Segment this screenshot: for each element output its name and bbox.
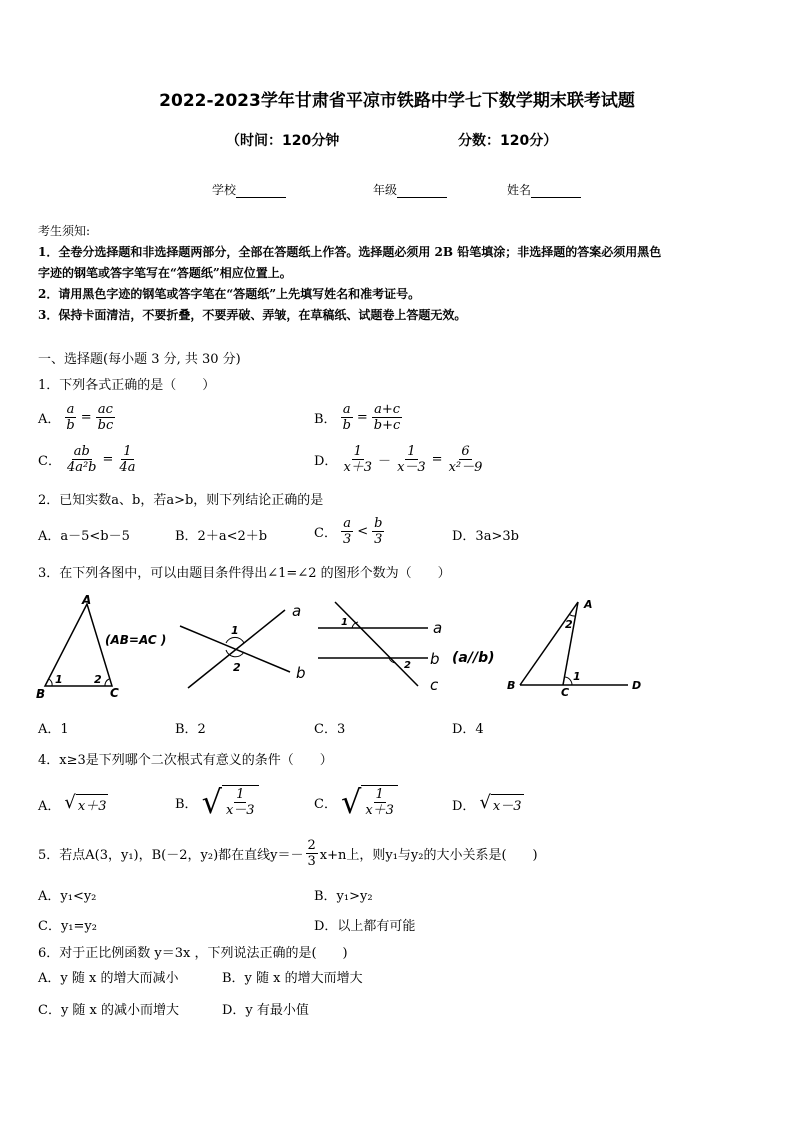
fraction: $\frac{1}{4a}$ [119, 444, 136, 475]
q3-option-a[interactable]: A．1 [38, 722, 69, 737]
fig2-angle-2: 2 [233, 661, 241, 674]
school-blank[interactable] [236, 185, 286, 198]
fig4-angle-2: 2 [565, 618, 573, 631]
page-title: 2022-2023学年甘肃省平凉市铁路中学七下数学期末联考试题 [159, 91, 635, 111]
q1-option-b[interactable]: B． $\frac{a}{b}$ = $\frac{a+c}{b+c}$ [314, 402, 401, 433]
fraction: $\frac{a+c}{b+c}$ [373, 402, 401, 433]
fraction: $\frac{ac}{bc}$ [97, 402, 114, 433]
score-label: 分数：120分） [458, 133, 558, 149]
q4-stem: 4．x≥3是下列哪个二次根式有意义的条件（ ） [38, 753, 333, 768]
q6-option-c[interactable]: C．y 随 x 的减小而增大 [38, 1003, 180, 1018]
q1-option-d[interactable]: D． $\frac{1}{x+3}$ － $\frac{1}{x-3}$ = $\frac{6}{\text{x²－9}}$ [314, 444, 483, 475]
sqrt-expression: √ $\frac{1}{x-3}$ [202, 785, 259, 819]
fig2-label-a: a [292, 602, 302, 620]
fig1-label-b: B [36, 687, 46, 701]
notice-line-2: 2．请用黑色字迹的钢笔或答字笔在“答题纸”上先填写姓名和准考证号。 [38, 287, 421, 301]
q2-option-b[interactable]: B．2＋a<2＋b [175, 529, 268, 544]
q2-stem: 2．已知实数a、b，若a>b，则下列结论正确的是 [38, 493, 324, 508]
fraction: $\frac{ab}{\text{4a²b}}$ [66, 444, 97, 475]
q6-stem: 6．对于正比例函数 y＝3x ，下列说法正确的是( ) [38, 946, 348, 961]
fraction: $\frac{1}{x+3}$ [343, 444, 373, 475]
notice-line-1a: 1．全卷分选择题和非选择题两部分，全部在答题纸上作答。选择题必须用 2B 铅笔填涂；非选择题的答案必须用黑色 [38, 245, 662, 259]
notice-line-3: 3．保持卡面清洁，不要折叠，不要弄破、弄皱，在草稿纸、试题卷上答题无效。 [38, 308, 467, 322]
figure-1-triangle [36, 593, 166, 701]
school-field [212, 181, 286, 198]
sqrt-expression: √ x－3 [479, 792, 522, 814]
q5-option-d[interactable]: D．以上都有可能 [314, 919, 416, 934]
fig1-angle-2: 2 [94, 673, 102, 686]
fraction: $\frac{6}{\text{x²－9}}$ [448, 444, 483, 475]
q3-option-b[interactable]: B．2 [175, 722, 206, 737]
figure-3-parallel-lines [318, 602, 495, 694]
fig4-label-a: A [584, 598, 593, 611]
q4-option-b[interactable]: B． √ $\frac{1}{x-3}$ [175, 785, 259, 819]
q3-stem: 3．在下列各图中，可以由题目条件得出∠1=∠2 的图形个数为（ ） [38, 566, 451, 581]
figure-2-intersecting-lines [180, 602, 306, 688]
fig1-label-c: C [110, 686, 119, 700]
fraction: $\frac{a}{3}$ [342, 516, 352, 547]
name-field [507, 181, 581, 198]
grade-field [373, 181, 447, 198]
q2-option-d[interactable]: D．3a>3b [452, 529, 519, 544]
q1-option-c[interactable]: C． $\frac{ab}{\text{4a²b}}$ = $\frac{1}{4a}$ [38, 444, 136, 475]
q4-option-d[interactable]: D． √ x－3 [452, 792, 522, 814]
q5-option-b[interactable]: B．y₁>y₂ [314, 889, 373, 904]
q4-option-c[interactable]: C． √ $\frac{1}{x+3}$ [314, 785, 398, 819]
q4-option-a[interactable]: A． √ x＋3 [38, 792, 107, 814]
fraction: $\frac{a}{b}$ [66, 402, 75, 433]
q2-option-a[interactable]: A．a－5<b－5 [38, 529, 130, 544]
fig3-label-c: c [430, 676, 439, 694]
name-blank[interactable] [531, 185, 581, 198]
exam-notice [38, 221, 758, 326]
fig3-angle-2: 2 [404, 660, 411, 671]
fraction: $\frac{1}{x-3}$ [397, 444, 426, 475]
time-label: （时间：120分钟 [226, 133, 340, 149]
name-label: 姓名 [507, 183, 532, 197]
q1-option-a[interactable]: A． $\frac{a}{b}$ = $\frac{ac}{bc}$ [38, 402, 114, 433]
section-heading: 一、选择题(每小题 3 分, 共 30 分) [38, 352, 241, 367]
fraction: $\frac{a}{b}$ [342, 402, 351, 433]
fig1-angle-1: 1 [55, 673, 63, 686]
fig2-label-b: b [296, 664, 306, 682]
q6-option-a[interactable]: A．y 随 x 的增大而减小 [38, 971, 179, 986]
fig1-condition: (AB=AC ) [105, 633, 167, 647]
q1-stem: 1．下列各式正确的是（ ） [38, 378, 216, 393]
fig4-angle-1: 1 [573, 670, 581, 683]
notice-heading: 考生须知: [38, 224, 91, 238]
fig3-label-b: b [430, 650, 440, 668]
notice-line-1b: 字迹的钢笔或答字笔写在“答题纸”相应位置上。 [38, 266, 292, 280]
fig3-condition: (a//b) [452, 650, 495, 666]
fig4-label-c: C [561, 686, 570, 699]
q3-option-c[interactable]: C．3 [314, 722, 346, 737]
q2-option-c[interactable]: C． $\frac{a}{3}$ < $\frac{b}{3}$ [314, 516, 383, 547]
fig4-label-d: D [632, 679, 642, 692]
grade-label: 年级 [373, 183, 398, 197]
q6-option-b[interactable]: B．y 随 x 的增大而增大 [222, 971, 363, 986]
fig2-angle-1: 1 [231, 624, 239, 637]
q5-option-c[interactable]: C．y₁=y₂ [38, 919, 97, 934]
q5-stem: 5．若点A(3，y₁)，B(－2，y₂)都在直线y＝－ $\frac{2}{3}$ x+n上，则y₁与y₂的大小关系是( ) [38, 838, 538, 869]
grade-blank[interactable] [397, 185, 447, 198]
q3-option-d[interactable]: D．4 [452, 722, 484, 737]
sqrt-expression: √ $\frac{1}{x+3}$ [341, 785, 398, 819]
fig3-label-a: a [433, 619, 443, 637]
fig4-label-b: B [507, 679, 516, 692]
q3-figures [0, 590, 794, 705]
q5-option-a[interactable]: A．y₁<y₂ [38, 889, 97, 904]
fraction: $\frac{b}{3}$ [374, 516, 383, 547]
fig1-label-a: A [82, 593, 92, 607]
sqrt-expression: √ x＋3 [64, 792, 107, 814]
fraction: $\frac{2}{3}$ [307, 838, 316, 869]
fig3-angle-1: 1 [341, 617, 348, 628]
q6-option-d[interactable]: D．y 有最小值 [222, 1003, 309, 1018]
school-label: 学校 [212, 183, 237, 197]
figure-4-triangle-extended [507, 598, 641, 699]
